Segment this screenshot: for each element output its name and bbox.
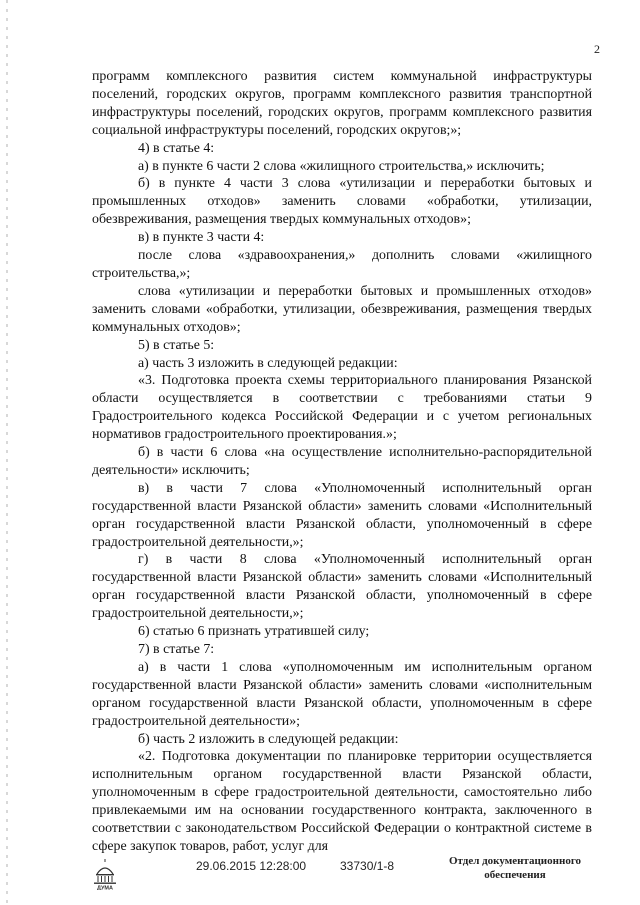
footer-doc-number: 33730/1-8 (340, 859, 395, 873)
footer-department: Отдел документационного обеспечения (448, 855, 582, 881)
paragraph: б) часть 2 изложить в следующей редакции: (138, 731, 399, 747)
paragraph: «2. Подготовка документации по планировке территории осуществляется исполнительным органом государственной власти Рязанской области, уполномоченным в сфере градостроительной деятельности, самостоятельно либо привлекаемыми им на основании государственного контракта, заключенного в соответствии с законодательством Российской Федерации о контрактной системе в сфере закупок товаров, работ, услуг для (92, 749, 592, 854)
paragraph: а) в части 1 слова «уполномоченным им исполнительным органом государственной власти Рязанской области» заменить словами «исполнительным органом государственной власти Рязанской области, уполномоченным в сфере градостроительной деятельности»; (92, 659, 592, 729)
paragraph: 4) в статье 4: (138, 140, 215, 156)
duma-seal-icon (88, 854, 122, 890)
paragraph: в) в пункте 3 части 4: (138, 230, 265, 246)
paragraph: а) в пункте 6 части 2 слова «жилищного строительства,» исключить; (138, 158, 545, 174)
paragraph: б) в пункте 4 части 3 слова «утилизации и переработки бытовых и промышленных отходов» заменить словами «обработки, утилизации, обезвреживания, размещения твердых коммунальных отходов»; (92, 176, 592, 228)
paragraph: в) в части 7 слова «Уполномоченный исполнительный орган государственной власти Рязанской области» заменить словами «Исполнительный орган государственной власти Рязанской области, уполномоченный в сфере градостроительной деятельности,»; (92, 480, 592, 550)
paragraph: программ комплексного развития систем коммунальной инфраструктуры поселений, городских округов, программ комплексного развития транспортной инфраструктуры поселений, городских округов, программ комплексного развития социальной инфраструктуры поселений, городских округов;»; (92, 69, 592, 138)
document-footer (0, 848, 640, 898)
paragraph: б) в части 6 слова «на осуществление исполнительно-распорядительной деятельности» исключить; (92, 445, 592, 478)
paragraph: «3. Подготовка проекта схемы территориального планирования Рязанской области осуществляется в соответствии с требованиями статьи 9 Градостроительного кодекса Российской Федерации и с учетом региональных нормативов градостроительного проектирования.»; (92, 373, 592, 443)
paragraph: а) часть 3 изложить в следующей редакции: (138, 355, 398, 371)
paragraph: 5) в статье 5: (138, 337, 215, 353)
document-body (92, 68, 592, 856)
scan-edge (6, 0, 8, 905)
paragraph: слова «утилизации и переработки бытовых и промышленных отходов» заменить словами «обработки, утилизации, обезвреживания, размещения твердых коммунальных отходов»; (92, 283, 592, 335)
page-number: 2 (594, 42, 600, 56)
footer-timestamp: 29.06.2015 12:28:00 (196, 859, 307, 873)
paragraph: после слова «здравоохранения,» дополнить словами «жилищного строительства,»; (92, 248, 592, 281)
paragraph: 6) статью 6 признать утратившей силу; (138, 624, 370, 640)
seal-caption: ДУМА (97, 885, 113, 890)
paragraph: г) в части 8 слова «Уполномоченный исполнительный орган государственной власти Рязанской области» заменить словами «Исполнительный орган государственной власти Рязанской области, уполномоченный в сфере градостроительной деятельности,»; (92, 552, 592, 622)
paragraph: 7) в статье 7: (138, 642, 215, 657)
